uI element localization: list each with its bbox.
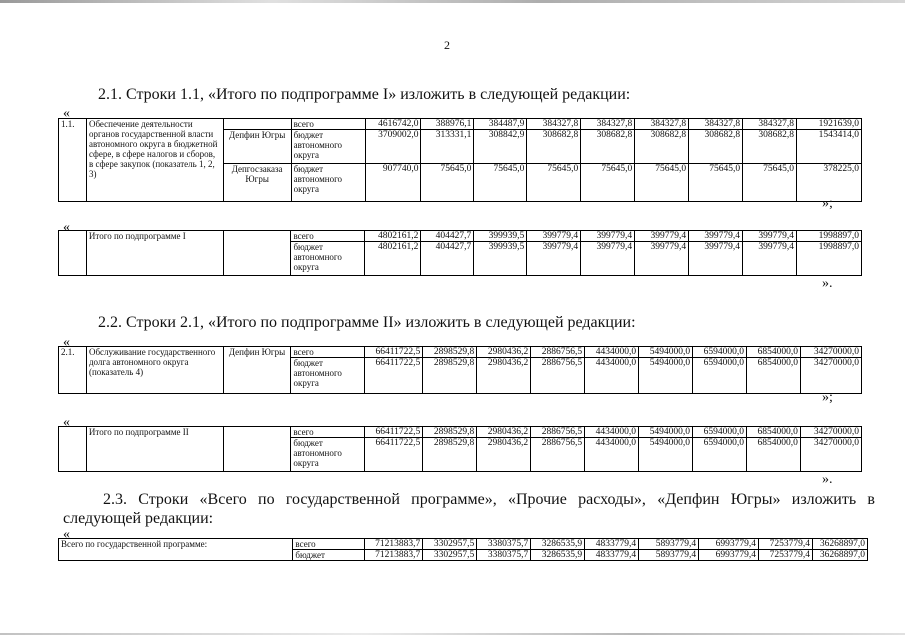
cell: 399779,4 [743,231,797,242]
source-total: всего [291,231,365,242]
cell: 399779,4 [743,242,797,276]
cell: 75645,0 [743,164,797,202]
table-itogo-2 [58,426,862,472]
cell: 66411722,5 [365,427,423,438]
executor-empty [223,231,291,276]
cell: 2886756,5 [531,427,585,438]
cell: 3286535,9 [531,539,585,550]
cell: 71213883,7 [365,550,423,561]
open-quote: « [63,220,70,235]
cell: 6594000,0 [693,427,747,438]
cell: 2898529,8 [423,358,477,394]
cell: 6993779,4 [699,539,759,550]
cell: 399779,4 [527,231,581,242]
cell: 378225,0 [797,164,862,202]
cell: 5494000,0 [639,358,693,394]
open-quote: « [63,415,70,430]
cell: 66411722,5 [365,347,423,358]
heading-word: «Прочие [507,491,567,508]
page-number: 2 [444,38,450,52]
cell: 36268897,0 [812,550,867,561]
cell: 3302957,5 [423,539,477,550]
heading-word: 2.3. [103,491,127,508]
cell: 7253779,4 [759,539,813,550]
cell: 6594000,0 [693,358,747,394]
cell: 4616742,0 [365,119,421,130]
cell: 5893779,4 [639,539,699,550]
cell: 3286535,9 [531,550,585,561]
cell: 2980436,2 [477,438,531,472]
cell: 1998897,0 [796,242,861,276]
source-total: всего [291,119,365,130]
heading-2-3 [63,490,875,528]
cell: 399779,4 [635,242,689,276]
heading-word: расходы», [578,491,646,508]
cell: 4802161,2 [365,242,421,276]
cell: 4833779,4 [585,550,639,561]
cell: 66411722,5 [365,438,423,472]
close-quote: ». [822,472,833,487]
cell: 384327,8 [527,119,581,130]
heading-2-2: 2.2. Строки 2.1, «Итого по подпрограмме II» изложить в следующей редакции: [98,314,636,331]
cell: 388976,1 [421,119,474,130]
cell: 3709002,0 [365,130,421,164]
cell: 384327,8 [635,119,689,130]
cell: 4434000,0 [585,358,639,394]
cell: 75645,0 [527,164,581,202]
cell: 907740,0 [365,164,421,202]
row-number-empty [59,231,87,276]
executor-depfin: Депфин Югры [223,347,291,394]
cell: 6594000,0 [693,438,747,472]
cell: 6854000,0 [746,427,800,438]
cell: 4434000,0 [585,427,639,438]
cell: 4833779,4 [585,539,639,550]
measure-name: Обслуживание государственного долга автономного округа (показатель 4) [86,347,223,394]
cell: 404427,7 [421,231,474,242]
scan-edge-top [0,0,905,3]
cell: 66411722,5 [365,358,423,394]
cell: 313331,1 [421,130,474,164]
cell: 75645,0 [581,164,635,202]
cell: 399779,4 [689,231,743,242]
cell: 2886756,5 [531,438,585,472]
cell: 6993779,4 [699,550,759,561]
source-total: всего [293,539,365,550]
cell: 75645,0 [421,164,474,202]
cell: 2898529,8 [423,438,477,472]
table-total-program [58,538,868,561]
heading-2-3-line-2: следующей редакции: [63,510,214,527]
cell: 34270000,0 [800,358,861,394]
cell: 4434000,0 [585,347,639,358]
measure-name: Обеспечение деятельности органов государственной власти автономного округа в бюджетной сфере, в сфере налогов и сборов, в сфере закупок (показатель 1, 2, 3) [86,119,223,202]
table-row-1-1 [58,118,862,202]
cell: 6594000,0 [693,347,747,358]
row-number: 1.1. [59,119,87,202]
heading-word: «Всего [199,491,247,508]
close-quote: »; [822,390,833,405]
cell: 308682,8 [635,130,689,164]
table-itogo-1 [58,230,862,276]
cell: 384327,8 [743,119,797,130]
cell: 34270000,0 [800,427,861,438]
itogo-name: Итого по подпрограмме I [86,231,223,276]
cell: 6854000,0 [747,358,801,394]
total-name: Всего по государственной программе: [59,539,293,561]
cell: 4802161,2 [365,231,421,242]
cell: 399939,5 [474,242,527,276]
cell: 399779,4 [527,242,581,276]
executor-empty [223,119,291,130]
cell: 5893779,4 [639,550,699,561]
executor-depgoszakaz: Депгосзаказа Югры [223,164,291,202]
cell: 2898529,8 [423,347,477,358]
cell: 7253779,4 [759,550,813,561]
executor-depfin: Депфин Югры [223,130,291,164]
cell: 404427,7 [421,242,474,276]
cell: 308682,8 [527,130,581,164]
close-quote: ». [822,276,833,291]
source-budget: бюджет автономного округа [291,358,365,394]
open-quote: « [63,527,70,542]
cell: 384327,8 [689,119,743,130]
cell: 2886756,5 [531,347,585,358]
source-budget: бюджет автономного округа [291,164,365,202]
cell: 75645,0 [689,164,743,202]
heading-2-1: 2.1. Строки 1.1, «Итого по подпрограмме I» изложить в следующей редакции: [98,86,631,103]
cell: 3380375,7 [477,550,531,561]
cell: 1921639,0 [797,119,862,130]
cell: 2980436,2 [477,427,531,438]
heading-word: в [867,491,875,508]
cell: 399779,4 [581,242,635,276]
cell: 384327,8 [581,119,635,130]
cell: 5494000,0 [639,427,693,438]
cell: 34270000,0 [800,347,861,358]
source-budget: бюджет [293,550,365,561]
cell: 71213883,7 [365,539,423,550]
cell: 5494000,0 [639,347,693,358]
heading-word: по [258,491,275,508]
heading-2-3-line-1 [63,490,875,509]
cell: 3302957,5 [423,550,477,561]
cell: 308842,9 [474,130,527,164]
cell: 399939,5 [474,231,527,242]
cell: 75645,0 [474,164,527,202]
cell: 36268897,0 [812,539,867,550]
cell: 308682,8 [743,130,797,164]
cell: 1998897,0 [796,231,861,242]
cell: 308682,8 [689,130,743,164]
source-budget: бюджет автономного округа [291,242,365,276]
cell: 34270000,0 [800,438,861,472]
cell: 6854000,0 [747,347,801,358]
cell: 2886756,5 [531,358,585,394]
cell: 1543414,0 [797,130,862,164]
cell: 2980436,2 [477,358,531,394]
heading-word: «Депфин [657,491,720,508]
source-total: всего [291,347,365,358]
itogo-name: Итого по подпрограмме II [86,427,223,472]
cell: 6854000,0 [746,438,800,472]
cell: 399779,4 [635,231,689,242]
row-number: 2.1. [59,347,87,394]
cell: 399779,4 [689,242,743,276]
scan-edge-bottom [0,633,905,635]
cell: 4434000,0 [585,438,639,472]
cell: 3380375,7 [477,539,531,550]
table-row-2-1 [58,346,862,394]
open-quote: « [63,335,70,350]
executor-empty [223,427,291,472]
cell: 2898529,8 [423,427,477,438]
source-budget: бюджет автономного округа [291,438,365,472]
close-quote: »; [822,196,833,211]
cell: 2980436,2 [477,347,531,358]
heading-word: изложить [791,491,857,508]
cell: 399779,4 [581,231,635,242]
heading-word: государственной [285,491,400,508]
cell: 5494000,0 [639,438,693,472]
heading-word: Югры» [730,491,781,508]
cell: 384487,9 [474,119,527,130]
cell: 308682,8 [581,130,635,164]
cell: 75645,0 [635,164,689,202]
source-budget: бюджет автономного округа [291,130,365,164]
open-quote: « [63,106,70,121]
heading-word: программе», [411,491,497,508]
source-total: всего [291,427,365,438]
heading-word: Строки [138,491,189,508]
row-number-empty [59,427,87,472]
